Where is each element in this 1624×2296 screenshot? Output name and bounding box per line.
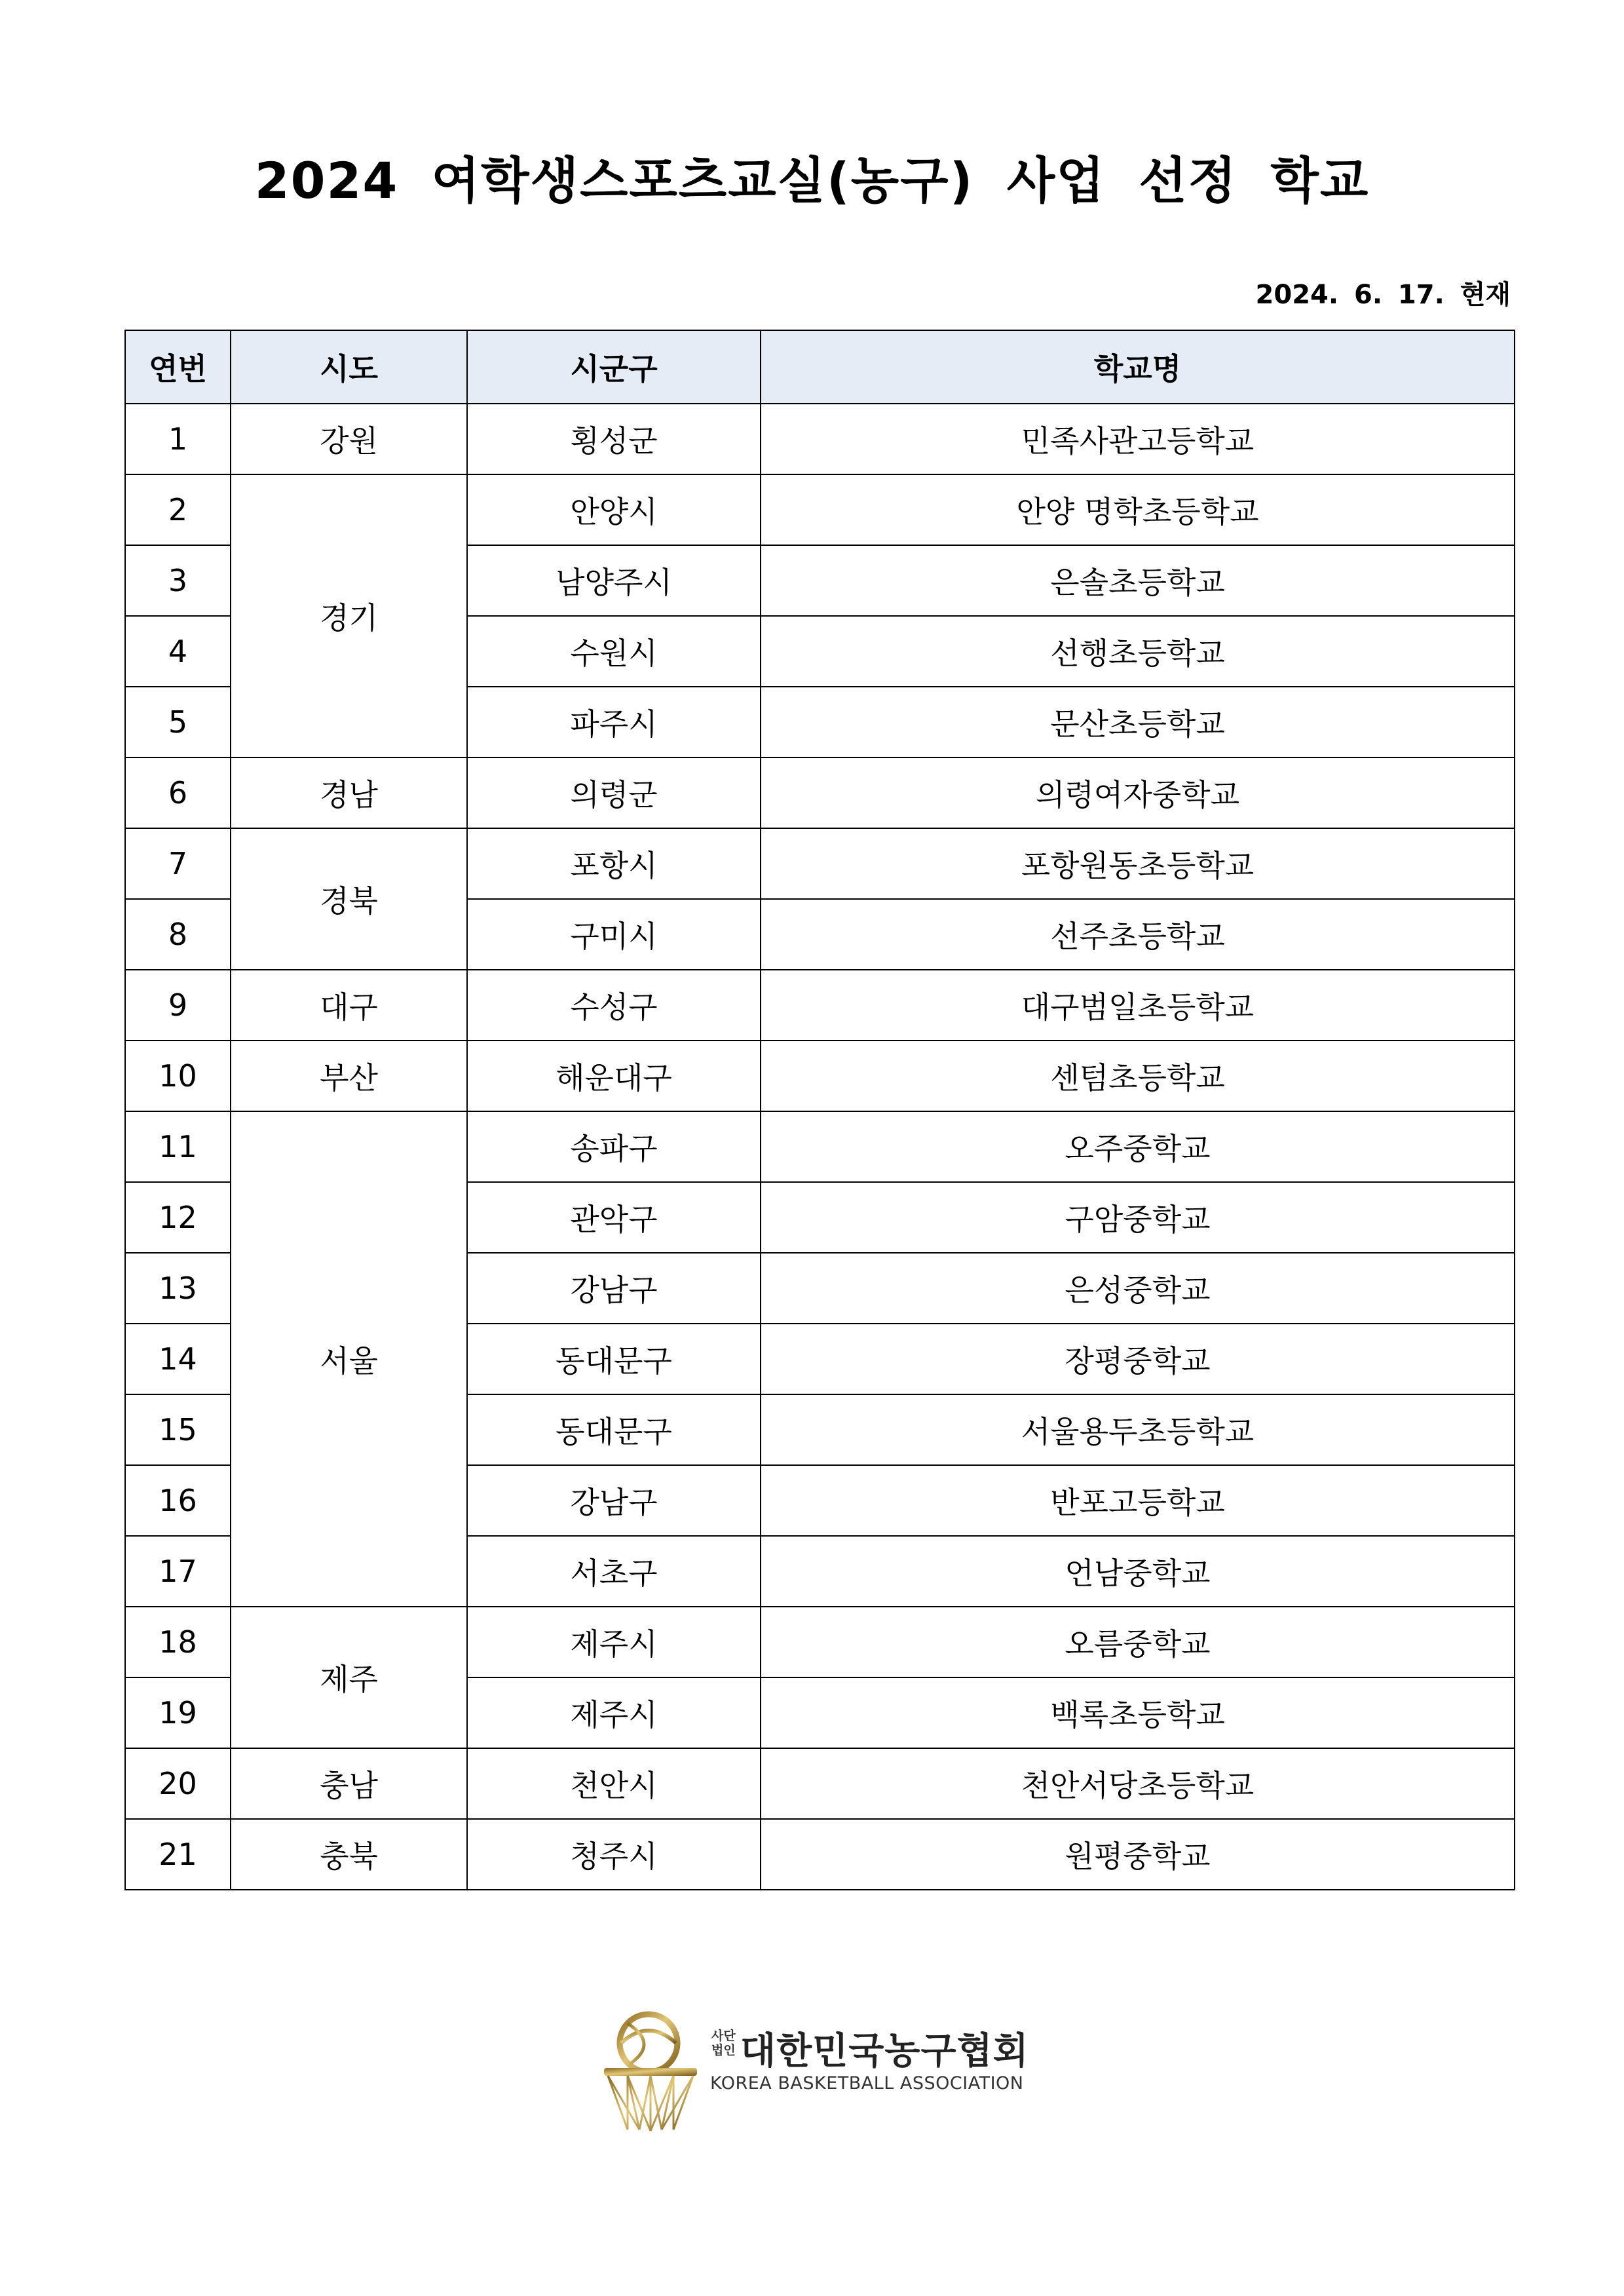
cell-sigungu: 강남구 <box>467 1465 761 1536</box>
cell-sigungu: 횡성군 <box>467 404 761 474</box>
cell-sido: 부산 <box>231 1041 467 1111</box>
cell-no: 18 <box>125 1607 231 1677</box>
cell-sido: 서울 <box>231 1111 467 1607</box>
org-name-en: KOREA BASKETBALL ASSOCIATION <box>710 2073 1024 2094</box>
cell-sigungu: 구미시 <box>467 899 761 970</box>
cell-school: 장평중학교 <box>761 1324 1515 1394</box>
cell-no: 13 <box>125 1253 231 1324</box>
cell-sigungu: 관악구 <box>467 1182 761 1253</box>
cell-school: 구암중학교 <box>761 1182 1515 1253</box>
as-of-date: 2024. 6. 17. 현재 <box>1255 280 1511 310</box>
header-sido: 시도 <box>231 330 467 404</box>
table-row <box>125 404 1515 474</box>
table-body <box>125 404 1515 1890</box>
kba-logo <box>601 2005 1053 2136</box>
table-row <box>125 970 1515 1041</box>
cell-school: 의령여자중학교 <box>761 757 1515 828</box>
cell-school: 포항원동초등학교 <box>761 828 1515 899</box>
basketball-hoop-icon <box>601 2005 700 2136</box>
cell-sigungu: 의령군 <box>467 757 761 828</box>
cell-sigungu: 제주시 <box>467 1607 761 1677</box>
cell-sido: 경북 <box>231 828 467 970</box>
cell-sigungu: 강남구 <box>467 1253 761 1324</box>
cell-sido: 강원 <box>231 404 467 474</box>
cell-sigungu: 동대문구 <box>467 1394 761 1465</box>
header-sigungu: 시군구 <box>467 330 761 404</box>
cell-sigungu: 수성구 <box>467 970 761 1041</box>
cell-sigungu: 제주시 <box>467 1677 761 1748</box>
cell-school: 대구범일초등학교 <box>761 970 1515 1041</box>
cell-no: 21 <box>125 1819 231 1890</box>
table-row <box>125 1111 1515 1182</box>
cell-sido: 충북 <box>231 1819 467 1890</box>
cell-sigungu: 포항시 <box>467 828 761 899</box>
cell-sigungu: 남양주시 <box>467 545 761 616</box>
cell-school: 센텀초등학교 <box>761 1041 1515 1111</box>
cell-sigungu: 파주시 <box>467 687 761 757</box>
cell-school: 백록초등학교 <box>761 1677 1515 1748</box>
header-school: 학교명 <box>761 330 1515 404</box>
cell-no: 6 <box>125 757 231 828</box>
cell-school: 선주초등학교 <box>761 899 1515 970</box>
cell-school: 오름중학교 <box>761 1607 1515 1677</box>
table-row <box>125 1748 1515 1819</box>
table-row <box>125 474 1515 545</box>
table-row <box>125 1041 1515 1111</box>
cell-sido: 제주 <box>231 1607 467 1748</box>
cell-no: 17 <box>125 1536 231 1607</box>
cell-no: 5 <box>125 687 231 757</box>
cell-sigungu: 수원시 <box>467 616 761 687</box>
cell-no: 9 <box>125 970 231 1041</box>
cell-no: 19 <box>125 1677 231 1748</box>
cell-school: 언남중학교 <box>761 1536 1515 1607</box>
cell-sigungu: 서초구 <box>467 1536 761 1607</box>
cell-no: 3 <box>125 545 231 616</box>
table-header-row <box>125 330 1515 404</box>
cell-no: 11 <box>125 1111 231 1182</box>
table-row <box>125 828 1515 899</box>
cell-no: 15 <box>125 1394 231 1465</box>
cell-no: 16 <box>125 1465 231 1536</box>
cell-no: 12 <box>125 1182 231 1253</box>
cell-no: 4 <box>125 616 231 687</box>
header-no: 연번 <box>125 330 231 404</box>
cell-school: 은솔초등학교 <box>761 545 1515 616</box>
cell-school: 서울용두초등학교 <box>761 1394 1515 1465</box>
cell-sigungu: 천안시 <box>467 1748 761 1819</box>
cell-sido: 경기 <box>231 474 467 757</box>
cell-sigungu: 해운대구 <box>467 1041 761 1111</box>
cell-sigungu: 안양시 <box>467 474 761 545</box>
cell-school: 반포고등학교 <box>761 1465 1515 1536</box>
cell-sigungu: 동대문구 <box>467 1324 761 1394</box>
cell-school: 안양 명학초등학교 <box>761 474 1515 545</box>
schools-table <box>124 330 1515 1890</box>
cell-school: 문산초등학교 <box>761 687 1515 757</box>
cell-school: 천안서당초등학교 <box>761 1748 1515 1819</box>
page-title: 2024 여학생스포츠교실(농구) 사업 선정 학교 <box>254 151 1370 210</box>
cell-sigungu: 송파구 <box>467 1111 761 1182</box>
table-row <box>125 757 1515 828</box>
cell-no: 14 <box>125 1324 231 1394</box>
cell-school: 원평중학교 <box>761 1819 1515 1890</box>
cell-no: 20 <box>125 1748 231 1819</box>
cell-no: 8 <box>125 899 231 970</box>
cell-school: 선행초등학교 <box>761 616 1515 687</box>
cell-school: 민족사관고등학교 <box>761 404 1515 474</box>
table-row <box>125 1819 1515 1890</box>
cell-no: 1 <box>125 404 231 474</box>
table-row <box>125 1607 1515 1677</box>
cell-school: 오주중학교 <box>761 1111 1515 1182</box>
cell-school: 은성중학교 <box>761 1253 1515 1324</box>
cell-no: 10 <box>125 1041 231 1111</box>
cell-no: 7 <box>125 828 231 899</box>
cell-sido: 경남 <box>231 757 467 828</box>
cell-no: 2 <box>125 474 231 545</box>
org-prefix: 사단법인 <box>711 2029 736 2057</box>
cell-sido: 충남 <box>231 1748 467 1819</box>
cell-sido: 대구 <box>231 970 467 1041</box>
cell-sigungu: 청주시 <box>467 1819 761 1890</box>
org-name: 대한민국농구협회 <box>740 2030 1029 2073</box>
